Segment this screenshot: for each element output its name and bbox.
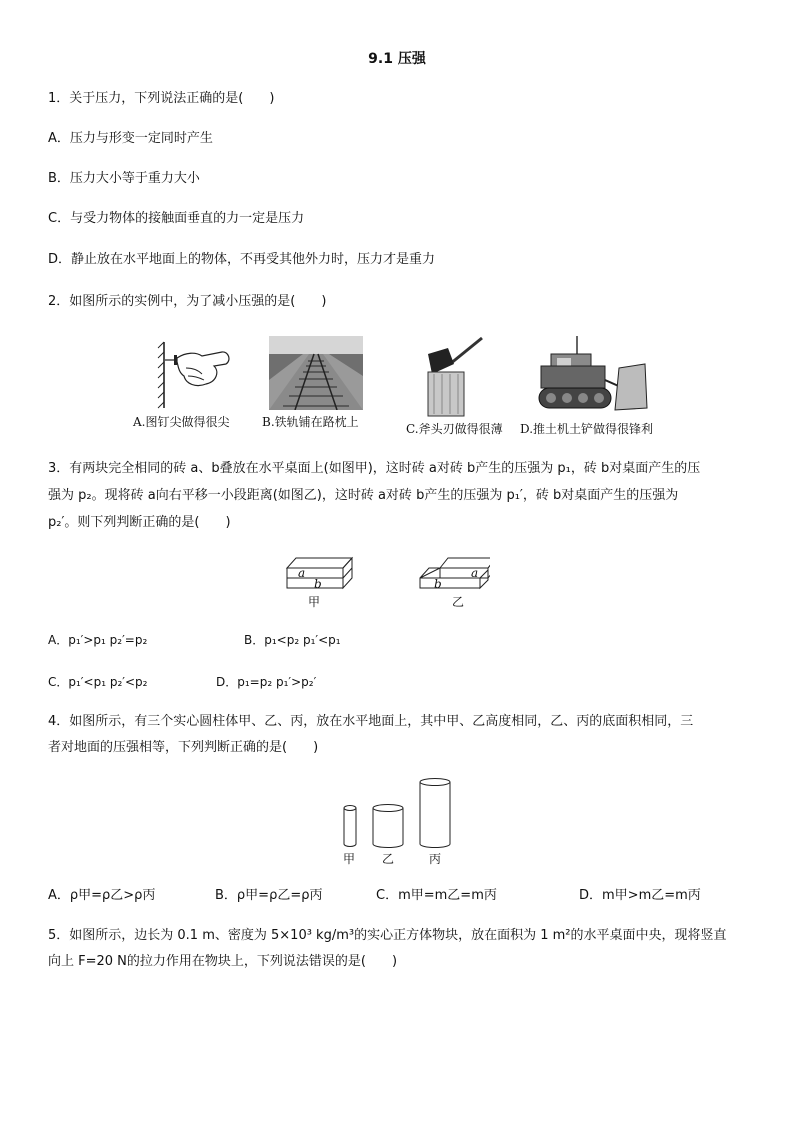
q3-label-b-jia: b bbox=[314, 577, 322, 591]
q3-label-a-yi: a bbox=[471, 566, 479, 580]
q3-option-a: A．p₁′>p₁ p₂′=p₂ bbox=[48, 633, 148, 647]
q3-line-2: 强为 p₂。现将砖 a向右平移一小段距离(如图乙)，这时砖 a对砖 b产生的压强为 p₁′，砖 b对桌面产生的压强为 bbox=[48, 488, 679, 503]
q1-stem: 1．关于压力，下列说法正确的是( ) bbox=[48, 91, 275, 106]
q2-caption-c: C.斧头刃做得很薄 bbox=[406, 422, 503, 436]
q3-option-d: D．p₁=p₂ p₁′>p₂′ bbox=[216, 675, 317, 689]
q4-label-yi: 乙 bbox=[382, 852, 395, 866]
q2-caption-a: A.图钉尖做得很尖 bbox=[133, 415, 230, 429]
q4-option-c: C．m甲=m乙=m丙 bbox=[376, 888, 497, 903]
q3-label-a-jia: a bbox=[298, 566, 306, 580]
bricks-figure bbox=[280, 548, 490, 596]
q3-label-b-yi: b bbox=[434, 577, 442, 591]
q3-option-c: C．p₁′<p₁ p₂′<p₂ bbox=[48, 675, 148, 689]
q1-option-d: D．静止放在水平地面上的物体，不再受其他外力时，压力才是重力 bbox=[48, 252, 436, 267]
q4-line-1: 4．如图所示，有三个实心圆柱体甲、乙、丙，放在水平地面上，其中甲、乙高度相同，乙、丙的底面积相同，三 bbox=[48, 714, 694, 729]
q4-option-a: A．ρ甲=ρ乙>ρ丙 bbox=[48, 888, 156, 903]
q3-label-yi: 乙 bbox=[452, 595, 465, 609]
q1-option-a: A．压力与形变一定同时产生 bbox=[48, 131, 213, 146]
thumbtack-hand-image bbox=[156, 338, 236, 410]
bulldozer-image bbox=[537, 336, 649, 416]
q4-label-bing: 丙 bbox=[429, 852, 442, 866]
axe-log-image bbox=[418, 334, 488, 418]
q4-line-2: 者对地面的压强相等，下列判断正确的是( ) bbox=[48, 740, 319, 755]
q3-line-3: p₂′。则下列判断正确的是( ) bbox=[48, 515, 231, 530]
q4-option-b: B．ρ甲=ρ乙=ρ丙 bbox=[215, 888, 323, 903]
q3-line-1: 3．有两块完全相同的砖 a、b叠放在水平桌面上(如图甲)，这时砖 a对砖 b产生的压强为 p₁，砖 b对桌面产生的压 bbox=[48, 461, 701, 476]
q3-option-b: B．p₁<p₂ p₁′<p₁ bbox=[244, 633, 341, 647]
q5-line-1: 5．如图所示，边长为 0.1 m、密度为 5×10³ kg/m³的实心正方体物块，放在面积为 1 m²的水平桌面中央，现将竖直 bbox=[48, 928, 727, 943]
railway-track-image bbox=[269, 336, 363, 410]
cylinders-figure bbox=[336, 776, 456, 852]
page-title: 9.1 压强 bbox=[368, 51, 426, 67]
q1-option-b: B．压力大小等于重力大小 bbox=[48, 171, 200, 186]
q2-caption-b: B.铁轨铺在路枕上 bbox=[262, 415, 359, 429]
q2-caption-d: D.推土机土铲做得很锋利 bbox=[520, 422, 654, 436]
q4-option-d: D．m甲>m乙=m丙 bbox=[579, 888, 701, 903]
q3-label-jia: 甲 bbox=[308, 595, 321, 609]
q1-option-c: C．与受力物体的接触面垂直的力一定是压力 bbox=[48, 211, 305, 226]
q2-stem: 2．如图所示的实例中，为了减小压强的是( ) bbox=[48, 294, 327, 309]
q5-line-2: 向上 F=20 N的拉力作用在物块上，下列说法错误的是( ) bbox=[48, 954, 398, 969]
q4-label-jia: 甲 bbox=[343, 852, 356, 866]
